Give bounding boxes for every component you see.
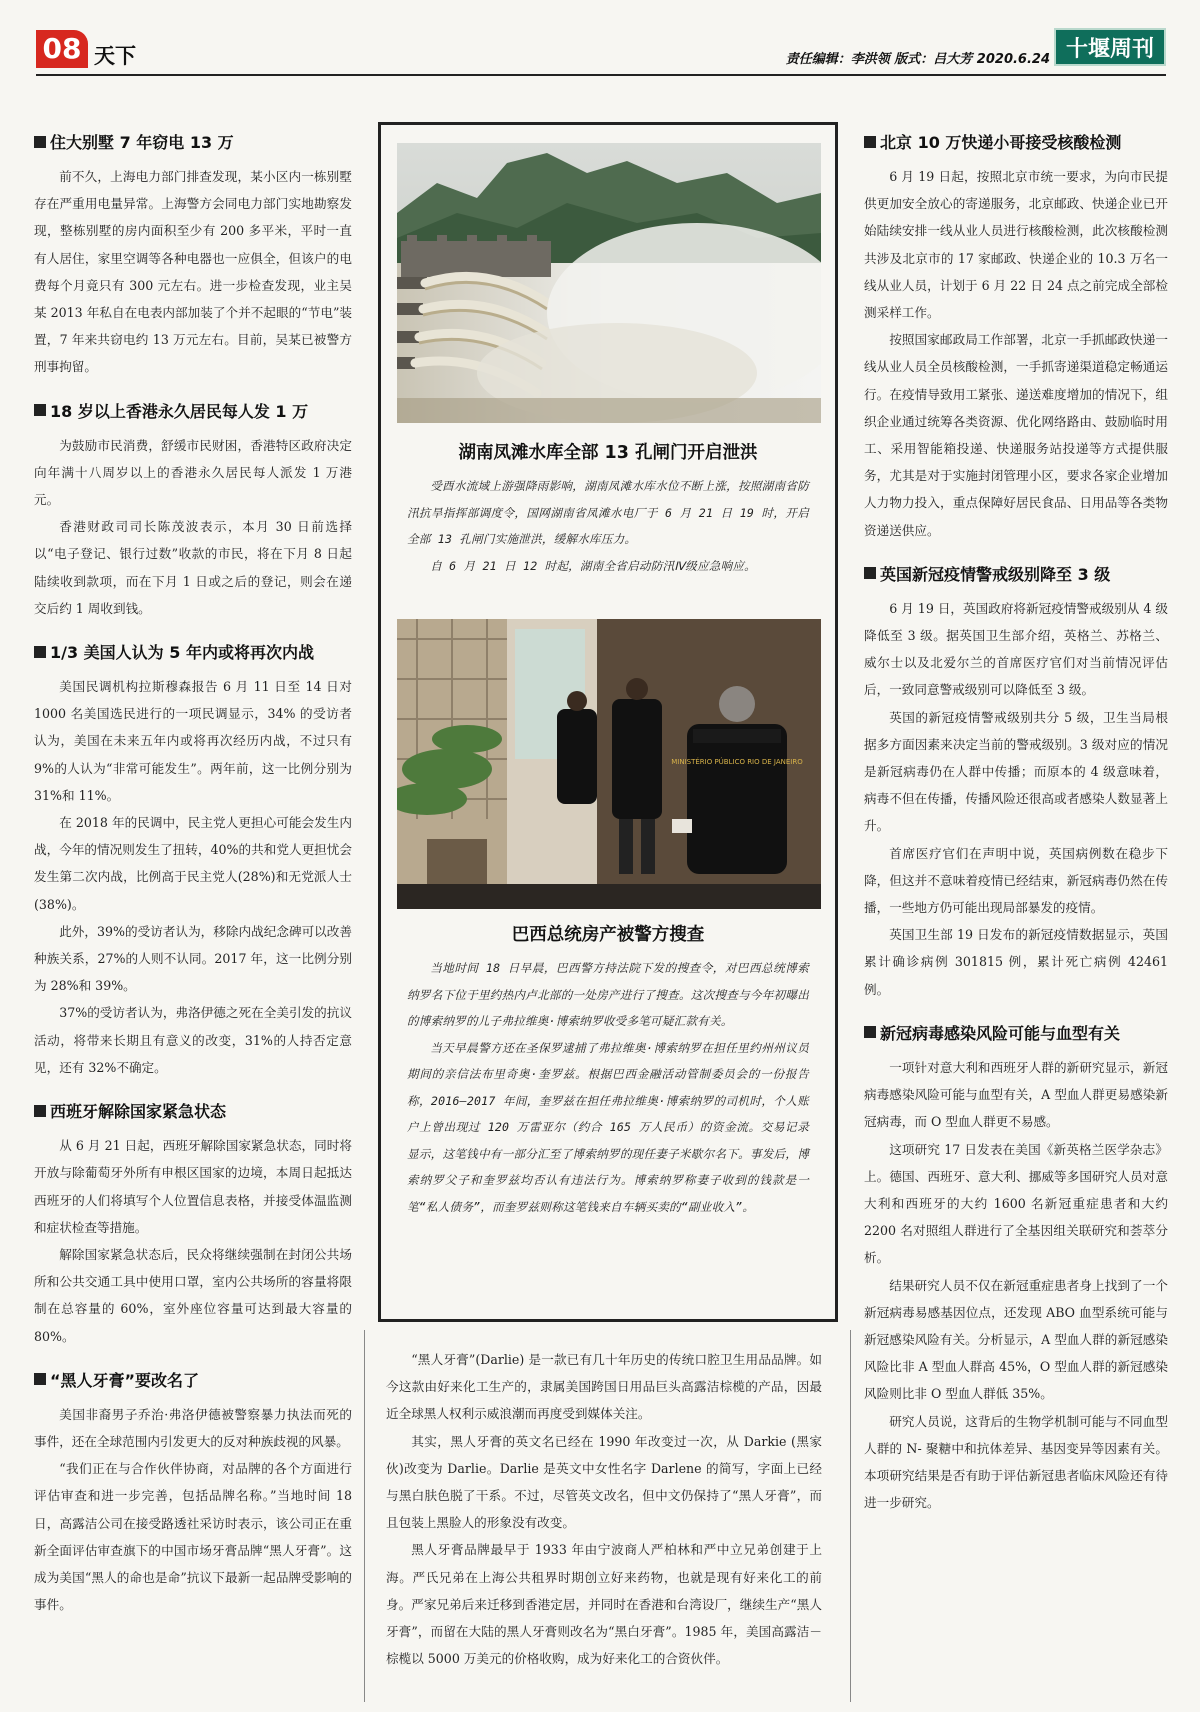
- column-divider: [850, 1330, 851, 1702]
- article-paragraph: “我们正在与合作伙伴协商，对品牌的各个方面进行评估审查和进一步完善，包括品牌名称。”当地时间 18 日，高露洁公司在接受路透社采访时表示，该公司正在重新全面评估审查旗下的中国市场牙膏品牌“黑人牙膏”。这成为美国“黑人的命也是命”抗议下最新一起品牌受影响的事件。: [34, 1461, 352, 1613]
- article-paragraph: 6 月 19 日，英国政府将新冠疫情警戒级别从 4 级降低至 3 级。据英国卫生部介绍，英格兰、苏格兰、威尔士以及北爱尔兰的首席医疗官们对当前情况评估后，一致同意警戒级别可以降低至 3 级。: [864, 600, 1168, 698]
- article-headline: 18 岁以上香港永久居民每人发 1 万: [50, 401, 309, 421]
- article: [34, 1099, 352, 1350]
- article-headline: 西班牙解除国家紧急状态: [50, 1102, 227, 1122]
- article: [34, 640, 352, 1081]
- article-headline: “黑人牙膏”要改名了: [50, 1370, 200, 1390]
- article-paragraph: 研究人员说，这背后的生物学机制可能与不同血型人群的 N- 聚糖中和抗体差异、基因变异等因素有关。本项研究结果是否有助于评估新冠患者临床风险还有待进一步研究。: [864, 1413, 1168, 1511]
- bullet-square-icon: [34, 1373, 46, 1385]
- editor-credits: 责任编辑：李洪领 版式：吕大芳 2020.6.24: [785, 52, 1050, 67]
- article-headline: 新冠病毒感染风险可能与血型有关: [880, 1023, 1121, 1043]
- article-paragraph: 结果研究人员不仅在新冠重症患者身上找到了一个新冠病毒易感基因位点，还发现 ABO 血型系统可能与新冠感染风险有关。分析显示，A 型血人群的新冠感染风险比非 A 型血人群高 45%，O 型血人群的新冠感染风险则比非 O 型血人群低 35%。: [864, 1277, 1168, 1402]
- article-headline: 住大别墅 7 年窃电 13 万: [50, 133, 234, 152]
- bullet-square-icon: [34, 646, 46, 658]
- article-headline: 英国新冠疫情警戒级别降至 3 级: [880, 564, 1111, 584]
- article: [34, 1368, 352, 1619]
- article-paragraph: 黑人牙膏品牌最早于 1933 年由宁波商人严柏林和严中立兄弟创建于上海。严氏兄弟在上海公共租界时期创立好来药物，也就是现有好来化工的前身。严家兄弟后来迁移到香港定居，并同时在香港和台湾设厂，继续生产“黑人牙膏”，而留在大陆的黑人牙膏则改名为“黑白牙膏”。1985 年，美国高露洁－棕榄以 5000 万美元的价格收购，成为好来化工的合资伙伴。: [386, 1542, 822, 1667]
- bullet-square-icon: [864, 1026, 876, 1038]
- article-paragraph: 这项研究 17 日发表在美国《新英格兰医学杂志》上。德国、西班牙、意大利、挪威等多国研究人员对意大利和西班牙的大约 1600 名新冠重症患者和大约 2200 名对照组人群进行了全基因组关联研究和荟萃分析。: [864, 1141, 1168, 1266]
- article-paragraph: 37%的受访者认为，弗洛伊德之死在全美引发的抗议活动，将带来长期且有意义的改变，31%的人持否定意见，还有 32%不确定。: [34, 1005, 352, 1075]
- article: [864, 1021, 1168, 1516]
- caption-paragraph: 当地时间 18 日早晨，巴西警方持法院下发的搜查令，对巴西总统博索纳罗名下位于里约热内卢北部的一处房产进行了搜查。这次搜查与今年初曝出的博索纳罗的儿子弗拉维奥·博索纳罗收受多笔可疑汇款有关。: [407, 961, 809, 1028]
- article-paragraph: 其实，黑人牙膏的英文名已经在 1990 年改变过一次，从 Darkie (黑家伙)改变为 Darlie。Darlie 是英文中女性名字 Darlene 的简写，字面上已经与黑白肤色脱了干系。不过，尽管英文改名，但中文仍保持了“黑人牙膏”，而且包装上黑脸人的形象没有改变。: [386, 1433, 822, 1531]
- article-headline: 1/3 美国人认为 5 年内或将再次内战: [50, 643, 314, 663]
- bullet-square-icon: [864, 136, 876, 148]
- bullet-square-icon: [34, 136, 46, 148]
- page-number-badge: 08: [36, 30, 88, 68]
- article-paragraph: 按照国家邮政局工作部署，北京一手抓邮政快递一线从业人员全员核酸检测，一手抓寄递渠道稳定畅通运行。在疫情导致用工紧张、递送难度增加的情况下，组织企业通过统筹各类资源、优化网络路由、鼓励临时用工、采用智能箱投递、快递服务站投递等方式提供服务，尤其是对于实施封闭管理小区，要求各家企业增加人力物力投入，重点保障好居民食品、日用品等各类物资递送供应。: [864, 332, 1168, 538]
- dam-flood-illustration: [397, 143, 821, 423]
- article-paragraph: 为鼓励市民消费，舒缓市民财困，香港特区政府决定向年满十八周岁以上的香港永久居民每人派发 1 万港元。: [34, 437, 352, 508]
- header-rule: [36, 74, 1166, 76]
- caption-body: [407, 955, 809, 1220]
- article-paragraph: 一项针对意大利和西班牙人群的新研究显示，新冠病毒感染风险可能与血型有关，A 型血人群更易感染新冠病毒，而 O 型血人群更不易感。: [864, 1059, 1168, 1130]
- left-column: [34, 130, 352, 1618]
- caption-body: [407, 473, 809, 579]
- article-paragraph: 前不久，上海电力部门排查发现，某小区内一栋别墅存在严重用电量异常。上海警方会同电力部门实地勘察发现，整栋别墅的房内面积至少有 200 多平米，平时一直有人居住，家里空调等各种电器也一应俱全，但该户的电费每个月竟只有 300 元左右。进一步检查发现，业主吴某 2013 年私自在电表内部加装了个并不起眼的“节电”装置，7 年来共窃电约 13 万元左右。目前，吴某已被警方刑事拘留。: [34, 169, 352, 375]
- article-paragraph: 美国民调机构拉斯穆森报告 6 月 11 日至 14 日对 1000 名美国选民进行的一项民调显示，34% 的受访者认为，美国在未来五年内或将再次经历内战，不过只有 9%的人认为“非常可能发生”。两年前，这一比例分别为 31%和 11%。: [34, 679, 352, 803]
- article-paragraph: 香港财政司司长陈茂波表示，本月 30 日前选择以“电子登记、银行过数”收款的市民，将在下月 8 日起陆续收到款项，而在下月 1 日或之后的登记，则会在递交后约 1 周收到钱。: [34, 519, 352, 616]
- article: [864, 130, 1168, 544]
- column-divider: [364, 1330, 365, 1702]
- center-bottom-column: [386, 1346, 822, 1672]
- caption-paragraph: 当天早晨警方还在圣保罗逮捕了弗拉维奥·博索纳罗在担任里约州州议员期间的亲信法布里奇奥·奎罗兹。根据巴西金融活动管制委员会的一份报告称，2016—2017 年间，奎罗兹在担任弗拉维奥·博索纳罗的司机时，个人账户上曾出现过 120 万雷亚尔（约合 165 万人民币）的资金流。交易记录显示，这笔钱中有一部分汇至了博索纳罗的现任妻子米歇尔名下。事发后，博索纳罗父子和奎罗兹均否认有违法行为。博索纳罗称妻子收到的钱款是一笔“私人债务”，而奎罗兹则称这笔钱来自车辆买卖的“副业收入”。: [407, 1040, 809, 1214]
- article-paragraph: 从 6 月 21 日起，西班牙解除国家紧急状态，同时将开放与除葡萄牙外所有申根区国家的边境，本周日起抵达西班牙的人们将填写个人位置信息表格，并接受体温监测和症状检查等措施。: [34, 1138, 352, 1235]
- section-title: 天下: [94, 44, 136, 68]
- article-paragraph: 首席医疗官们在声明中说，英国病例数在稳步下降，但这并不意味着疫情已经结束，新冠病毒仍然在传播，一些地方仍可能出现局部暴发的疫情。: [864, 845, 1168, 916]
- article-paragraph: 美国非裔男子乔治·弗洛伊德被警察暴力执法而死的事件，还在全球范围内引发更大的反对种族歧视的风暴。: [34, 1406, 352, 1449]
- article-paragraph: 6 月 19 日起，按照北京市统一要求，为向市民提供更加安全放心的寄递服务，北京邮政、快递企业已开始陆续安排一线从业人员进行核酸检测，此次核酸检测共涉及北京市的 17 家邮政、快递企业的 10.3 万名一线从业人员，计划于 6 月 22 日 24 点之前完成全部检测采样工作。: [864, 169, 1168, 321]
- vest-lettering: MINISTÉRIO PÚBLICO RIO DE JANEIRO: [671, 758, 803, 766]
- article: [864, 562, 1168, 1003]
- article-headline: 北京 10 万快递小哥接受核酸检测: [880, 133, 1122, 152]
- bullet-square-icon: [34, 404, 46, 416]
- bullet-square-icon: [34, 1105, 46, 1117]
- caption-title: 巴西总统房产被警方搜查: [511, 925, 705, 945]
- right-column: [864, 130, 1168, 1516]
- police-search-illustration: [397, 619, 821, 909]
- article-paragraph: “黑人牙膏”(Darlie) 是一款已有几十年历史的传统口腔卫生用品品牌。如今这款由好来化工生产的，隶属美国跨国日用品巨头高露洁棕榄的产品，因最近全球黑人权利示威浪潮而再度受到媒体关注。: [386, 1352, 822, 1422]
- police-search-photo: [397, 619, 821, 909]
- article-paragraph: 解除国家紧急状态后，民众将继续强制在封闭公共场所和公共交通工具中使用口罩，室内公共场所的容量将限制在总容量的 60%，室外座位容量可达到最大容量的 80%。: [34, 1246, 352, 1344]
- article-paragraph: 英国的新冠疫情警戒级别共分 5 级，卫生当局根据多方面因素来决定当前的警戒级别。3 级对应的情况是新冠病毒仍在人群中传播；而原本的 4 级意味着，病毒不但在传播，传播风险还很高或者感染人数显著上升。: [864, 709, 1168, 834]
- caption-title: 湖南凤滩水库全部 13 孔闸门开启泄洪: [458, 443, 758, 463]
- bullet-square-icon: [864, 567, 876, 579]
- article: [34, 130, 352, 381]
- article-paragraph: 在 2018 年的民调中，民主党人更担心可能会发生内战，今年的情况则发生了扭转，40%的共和党人更担忧会发生第二次内战，比例高于民主党人(28%)和无党派人士(38%)。: [34, 815, 352, 912]
- newspaper-logo: 十堰周刊: [1054, 28, 1166, 66]
- article-paragraph: 此外，39%的受访者认为，移除内战纪念碑可以改善种族关系，27%的人则不认同。2017 年，这一比例分别为 28%和 39%。: [34, 923, 352, 994]
- caption-paragraph: 自 6 月 21 日 12 时起，湖南全省启动防汛Ⅳ级应急响应。: [430, 558, 756, 573]
- dam-flood-photo: [397, 143, 821, 423]
- article: [34, 399, 352, 622]
- caption-paragraph: 受酉水流域上游强降雨影响，湖南凤滩水库水位不断上涨，按照湖南省防汛抗旱指挥部调度令，国网湖南省凤滩水电厂于 6 月 21 日 19 时，开启全部 13 孔闸门实施泄洪，缓解水库压力。: [407, 479, 809, 546]
- photo-feature-box: [378, 122, 838, 1322]
- article-paragraph: 英国卫生部 19 日发布的新冠疫情数据显示，英国累计确诊病例 301815 例，累计死亡病例 42461 例。: [864, 927, 1168, 997]
